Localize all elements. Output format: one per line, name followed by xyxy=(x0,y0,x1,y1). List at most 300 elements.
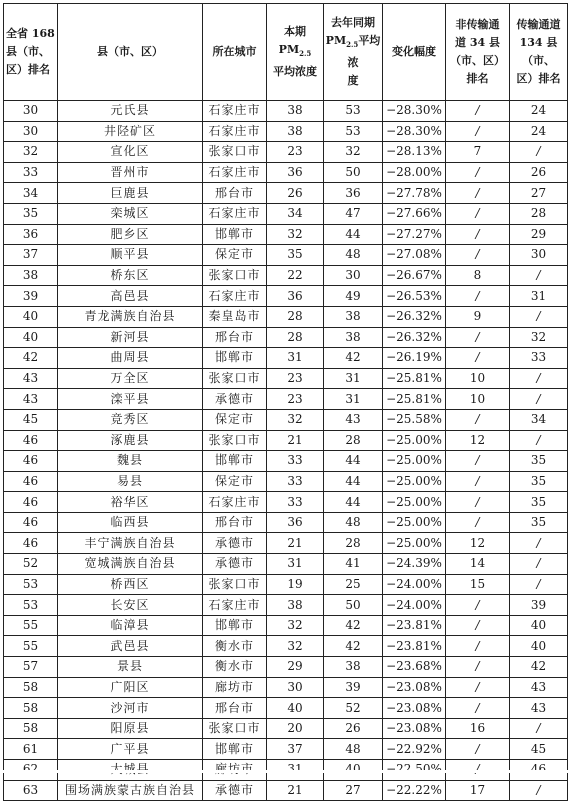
table-row xyxy=(4,368,568,389)
transmission-rank-cell: / xyxy=(510,533,568,554)
county-cell: 桥西区 xyxy=(58,574,203,595)
current-pm25-cell: 32 xyxy=(267,224,324,245)
city-cell: 承德市 xyxy=(203,533,267,554)
city-cell: 邯郸市 xyxy=(203,451,267,472)
current-pm25-cell: 38 xyxy=(267,595,324,616)
province-rank-cell: 32 xyxy=(4,142,58,163)
current-pm25-cell: 32 xyxy=(267,636,324,657)
change-cell: −23.08% xyxy=(383,698,446,719)
transmission-rank-cell: 35 xyxy=(510,471,568,492)
province-rank-cell: 40 xyxy=(4,327,58,348)
transmission-rank-cell: 24 xyxy=(510,121,568,142)
province-rank-cell: 58 xyxy=(4,718,58,739)
transmission-rank-cell: 43 xyxy=(510,677,568,698)
city-cell: 石家庄市 xyxy=(203,101,267,122)
ranking-table xyxy=(3,3,568,801)
province-rank-cell: 55 xyxy=(4,636,58,657)
table-row xyxy=(4,492,568,513)
current-pm25-cell: 38 xyxy=(267,101,324,122)
city-cell: 邢台市 xyxy=(203,327,267,348)
city-cell: 石家庄市 xyxy=(203,286,267,307)
non-transmission-rank-cell: / xyxy=(446,245,510,266)
city-cell: 衡水市 xyxy=(203,657,267,678)
change-cell: −23.08% xyxy=(383,677,446,698)
county-cell: 晋州市 xyxy=(58,162,203,183)
transmission-rank-cell: 30 xyxy=(510,245,568,266)
table-body xyxy=(4,101,568,801)
province-rank-cell: 33 xyxy=(4,162,58,183)
non-transmission-rank-cell: 10 xyxy=(446,389,510,410)
transmission-rank-cell: 42 xyxy=(510,657,568,678)
table-row xyxy=(4,265,568,286)
city-cell: 廊坊市 xyxy=(203,677,267,698)
province-rank-cell: 40 xyxy=(4,306,58,327)
non-transmission-rank-cell: 10 xyxy=(446,368,510,389)
non-transmission-rank-cell: / xyxy=(446,657,510,678)
current-pm25-cell: 30 xyxy=(267,677,324,698)
non-transmission-rank-cell: 8 xyxy=(446,265,510,286)
table-header xyxy=(4,4,568,101)
header-county: 县（市、区） xyxy=(58,4,203,101)
header-current-pm25: 本期 $PM_{2.5}$ 平均浓度 xyxy=(267,4,324,101)
county-cell: 临西县 xyxy=(58,512,203,533)
change-cell: −25.81% xyxy=(383,389,446,410)
last-year-pm25-cell: 47 xyxy=(324,203,383,224)
table-row xyxy=(4,718,568,739)
last-year-pm25-cell: 27 xyxy=(324,780,383,801)
change-cell: −23.81% xyxy=(383,615,446,636)
city-cell: 石家庄市 xyxy=(203,595,267,616)
current-pm25-cell: 36 xyxy=(267,512,324,533)
transmission-rank-cell: 45 xyxy=(510,739,568,760)
current-pm25-cell: 31 xyxy=(267,554,324,575)
county-cell: 广阳区 xyxy=(58,677,203,698)
city-cell: 邯郸市 xyxy=(203,224,267,245)
table-row xyxy=(4,615,568,636)
table-row xyxy=(4,636,568,657)
province-rank-cell: 38 xyxy=(4,265,58,286)
non-transmission-rank-cell: / xyxy=(446,286,510,307)
non-transmission-rank-cell: 17 xyxy=(446,780,510,801)
last-year-pm25-cell: 38 xyxy=(324,306,383,327)
change-cell: −23.68% xyxy=(383,657,446,678)
current-pm25-cell: 35 xyxy=(267,245,324,266)
non-transmission-rank-cell: / xyxy=(446,224,510,245)
current-pm25-cell: 32 xyxy=(267,615,324,636)
county-cell: 新河县 xyxy=(58,327,203,348)
non-transmission-rank-cell: / xyxy=(446,327,510,348)
transmission-rank-cell: 43 xyxy=(510,698,568,719)
current-pm25-cell: 36 xyxy=(267,162,324,183)
city-cell: 保定市 xyxy=(203,245,267,266)
current-pm25-cell: 32 xyxy=(267,409,324,430)
city-cell: 邯郸市 xyxy=(203,348,267,369)
change-cell: −25.00% xyxy=(383,430,446,451)
change-cell: −24.00% xyxy=(383,574,446,595)
table-row xyxy=(4,327,568,348)
county-cell: 宣化区 xyxy=(58,142,203,163)
city-cell: 张家口市 xyxy=(203,430,267,451)
non-transmission-rank-cell: / xyxy=(446,409,510,430)
table-row xyxy=(4,203,568,224)
last-year-pm25-cell: 44 xyxy=(324,492,383,513)
table-row xyxy=(4,677,568,698)
change-cell: −25.00% xyxy=(383,512,446,533)
city-cell: 承德市 xyxy=(203,389,267,410)
last-year-pm25-cell: 28 xyxy=(324,430,383,451)
province-rank-cell: 30 xyxy=(4,101,58,122)
current-pm25-cell: 19 xyxy=(267,574,324,595)
transmission-rank-cell: / xyxy=(510,554,568,575)
province-rank-cell: 46 xyxy=(4,512,58,533)
county-cell: 丰宁满族自治县 xyxy=(58,533,203,554)
change-cell: −25.00% xyxy=(383,533,446,554)
city-cell: 秦皇岛市 xyxy=(203,306,267,327)
city-cell: 张家口市 xyxy=(203,265,267,286)
city-cell: 张家口市 xyxy=(203,142,267,163)
current-pm25-cell: 28 xyxy=(267,306,324,327)
province-rank-cell: 43 xyxy=(4,389,58,410)
city-cell: 邯郸市 xyxy=(203,615,267,636)
current-pm25-cell: 29 xyxy=(267,657,324,678)
header-city: 所在城市 xyxy=(203,4,267,101)
table-row xyxy=(4,574,568,595)
table-row xyxy=(4,471,568,492)
table-row xyxy=(4,286,568,307)
county-cell: 易县 xyxy=(58,471,203,492)
change-cell: −23.81% xyxy=(383,636,446,657)
transmission-rank-cell: 28 xyxy=(510,203,568,224)
county-cell: 涿鹿县 xyxy=(58,430,203,451)
non-transmission-rank-cell: / xyxy=(446,595,510,616)
table-row xyxy=(4,162,568,183)
non-transmission-rank-cell: / xyxy=(446,698,510,719)
province-rank-cell: 45 xyxy=(4,409,58,430)
last-year-pm25-cell: 44 xyxy=(324,224,383,245)
transmission-rank-cell: 32 xyxy=(510,327,568,348)
last-year-pm25-cell: 52 xyxy=(324,698,383,719)
change-cell: −25.00% xyxy=(383,471,446,492)
transmission-rank-cell: 31 xyxy=(510,286,568,307)
table-row xyxy=(4,245,568,266)
last-year-pm25-cell: 48 xyxy=(324,739,383,760)
non-transmission-rank-cell: / xyxy=(446,492,510,513)
city-cell: 邯郸市 xyxy=(203,739,267,760)
table-row xyxy=(4,554,568,575)
city-cell: 衡水市 xyxy=(203,636,267,657)
table-row xyxy=(4,121,568,142)
change-cell: −25.00% xyxy=(383,451,446,472)
table-row xyxy=(4,348,568,369)
current-pm25-cell: 31 xyxy=(267,348,324,369)
transmission-rank-cell: 35 xyxy=(510,512,568,533)
last-year-pm25-cell: 41 xyxy=(324,554,383,575)
change-cell: −28.30% xyxy=(383,121,446,142)
last-year-pm25-cell: 42 xyxy=(324,348,383,369)
province-rank-cell: 39 xyxy=(4,286,58,307)
non-transmission-rank-cell: / xyxy=(446,162,510,183)
table-row xyxy=(4,142,568,163)
transmission-rank-cell: 35 xyxy=(510,451,568,472)
non-transmission-rank-cell: / xyxy=(446,636,510,657)
table-row xyxy=(4,595,568,616)
current-pm25-cell: 40 xyxy=(267,698,324,719)
province-rank-cell: 58 xyxy=(4,677,58,698)
county-cell: 高邑县 xyxy=(58,286,203,307)
change-cell: −27.78% xyxy=(383,183,446,204)
county-cell: 栾城区 xyxy=(58,203,203,224)
transmission-rank-cell: 35 xyxy=(510,492,568,513)
non-transmission-rank-cell: / xyxy=(446,203,510,224)
non-transmission-rank-cell: 12 xyxy=(446,533,510,554)
table-row xyxy=(4,657,568,678)
header-last-year-pm25: 去年同期 $PM_{2.5}$平均浓 度 xyxy=(324,4,383,101)
city-cell: 张家口市 xyxy=(203,574,267,595)
transmission-rank-cell: 29 xyxy=(510,224,568,245)
transmission-rank-cell: / xyxy=(510,142,568,163)
transmission-rank-cell: / xyxy=(510,574,568,595)
last-year-pm25-cell: 39 xyxy=(324,677,383,698)
current-pm25-cell: 33 xyxy=(267,492,324,513)
county-cell: 临漳县 xyxy=(58,615,203,636)
city-cell: 保定市 xyxy=(203,471,267,492)
change-cell: −25.58% xyxy=(383,409,446,430)
last-year-pm25-cell: 38 xyxy=(324,327,383,348)
province-rank-cell: 46 xyxy=(4,533,58,554)
non-transmission-rank-cell: 9 xyxy=(446,306,510,327)
province-rank-cell: 58 xyxy=(4,698,58,719)
county-cell: 沙河市 xyxy=(58,698,203,719)
transmission-rank-cell: / xyxy=(510,718,568,739)
county-cell: 青龙满族自治县 xyxy=(58,306,203,327)
province-rank-cell: 37 xyxy=(4,245,58,266)
current-pm25-cell: 34 xyxy=(267,203,324,224)
county-cell: 围场满族蒙古族自治县 xyxy=(58,780,203,801)
last-year-pm25-cell: 42 xyxy=(324,636,383,657)
current-pm25-cell: 22 xyxy=(267,265,324,286)
header-change: 变化幅度 xyxy=(383,4,446,101)
city-cell: 承德市 xyxy=(203,554,267,575)
province-rank-cell: 55 xyxy=(4,615,58,636)
change-cell: −26.19% xyxy=(383,348,446,369)
non-transmission-rank-cell: 12 xyxy=(446,430,510,451)
change-cell: −24.39% xyxy=(383,554,446,575)
county-cell: 竞秀区 xyxy=(58,409,203,430)
city-cell: 张家口市 xyxy=(203,368,267,389)
non-transmission-rank-cell: / xyxy=(446,348,510,369)
county-cell: 广平县 xyxy=(58,739,203,760)
province-rank-cell: 52 xyxy=(4,554,58,575)
last-year-pm25-cell: 48 xyxy=(324,245,383,266)
province-rank-cell: 53 xyxy=(4,574,58,595)
city-cell: 石家庄市 xyxy=(203,492,267,513)
city-cell: 石家庄市 xyxy=(203,203,267,224)
last-year-pm25-cell: 31 xyxy=(324,368,383,389)
header-non-transmission-rank: 非传输通 道 34 县 （市、区） 排名 xyxy=(446,4,510,101)
city-cell: 保定市 xyxy=(203,409,267,430)
transmission-rank-cell: 26 xyxy=(510,162,568,183)
non-transmission-rank-cell: / xyxy=(446,471,510,492)
county-cell: 景县 xyxy=(58,657,203,678)
county-cell: 元氏县 xyxy=(58,101,203,122)
current-pm25-cell: 38 xyxy=(267,121,324,142)
change-cell: −27.66% xyxy=(383,203,446,224)
header-transmission-rank: 传输通道 134 县（市、 区）排名 xyxy=(510,4,568,101)
transmission-rank-cell: 33 xyxy=(510,348,568,369)
city-cell: 邢台市 xyxy=(203,698,267,719)
table-row xyxy=(4,698,568,719)
change-cell: −24.00% xyxy=(383,595,446,616)
current-pm25-cell: 23 xyxy=(267,368,324,389)
last-year-pm25-cell: 38 xyxy=(324,657,383,678)
county-cell: 滦平县 xyxy=(58,389,203,410)
non-transmission-rank-cell: / xyxy=(446,183,510,204)
transmission-rank-cell: / xyxy=(510,265,568,286)
county-cell: 武邑县 xyxy=(58,636,203,657)
last-year-pm25-cell: 25 xyxy=(324,574,383,595)
table-row xyxy=(4,780,568,801)
transmission-rank-cell: / xyxy=(510,389,568,410)
current-pm25-cell: 26 xyxy=(267,183,324,204)
transmission-rank-cell: 27 xyxy=(510,183,568,204)
last-year-pm25-cell: 30 xyxy=(324,265,383,286)
transmission-rank-cell: / xyxy=(510,430,568,451)
non-transmission-rank-cell: / xyxy=(446,512,510,533)
province-rank-cell: 63 xyxy=(4,780,58,801)
last-year-pm25-cell: 42 xyxy=(324,615,383,636)
change-cell: −26.32% xyxy=(383,306,446,327)
city-cell: 石家庄市 xyxy=(203,121,267,142)
province-rank-cell: 61 xyxy=(4,739,58,760)
province-rank-cell: 42 xyxy=(4,348,58,369)
current-pm25-cell: 21 xyxy=(267,430,324,451)
province-rank-cell: 53 xyxy=(4,595,58,616)
transmission-rank-cell: / xyxy=(510,780,568,801)
table-row xyxy=(4,224,568,245)
transmission-rank-cell: 40 xyxy=(510,615,568,636)
last-year-pm25-cell: 36 xyxy=(324,183,383,204)
transmission-rank-cell: 34 xyxy=(510,409,568,430)
last-year-pm25-cell: 26 xyxy=(324,718,383,739)
province-rank-cell: 46 xyxy=(4,471,58,492)
county-cell: 巨鹿县 xyxy=(58,183,203,204)
county-cell: 桥东区 xyxy=(58,265,203,286)
last-year-pm25-cell: 43 xyxy=(324,409,383,430)
table-row xyxy=(4,389,568,410)
current-pm25-cell: 33 xyxy=(267,451,324,472)
non-transmission-rank-cell: 14 xyxy=(446,554,510,575)
current-pm25-cell: 21 xyxy=(267,780,324,801)
non-transmission-rank-cell: / xyxy=(446,677,510,698)
change-cell: −26.67% xyxy=(383,265,446,286)
table-row xyxy=(4,512,568,533)
last-year-pm25-cell: 44 xyxy=(324,471,383,492)
province-rank-cell: 46 xyxy=(4,430,58,451)
table-row xyxy=(4,101,568,122)
city-cell: 张家口市 xyxy=(203,718,267,739)
table-row xyxy=(4,430,568,451)
county-cell: 井陉矿区 xyxy=(58,121,203,142)
province-rank-cell: 46 xyxy=(4,451,58,472)
county-cell: 魏县 xyxy=(58,451,203,472)
province-rank-cell: 35 xyxy=(4,203,58,224)
last-year-pm25-cell: 44 xyxy=(324,451,383,472)
transmission-rank-cell: / xyxy=(510,368,568,389)
province-rank-cell: 43 xyxy=(4,368,58,389)
city-cell: 邢台市 xyxy=(203,183,267,204)
table-row xyxy=(4,183,568,204)
transmission-rank-cell: 39 xyxy=(510,595,568,616)
change-cell: −25.00% xyxy=(383,492,446,513)
non-transmission-rank-cell: / xyxy=(446,121,510,142)
change-cell: −27.27% xyxy=(383,224,446,245)
table-row xyxy=(4,409,568,430)
county-cell: 长安区 xyxy=(58,595,203,616)
non-transmission-rank-cell: / xyxy=(446,101,510,122)
change-cell: −28.30% xyxy=(383,101,446,122)
province-rank-cell: 57 xyxy=(4,657,58,678)
non-transmission-rank-cell: / xyxy=(446,615,510,636)
change-cell: −28.13% xyxy=(383,142,446,163)
table-row xyxy=(4,306,568,327)
county-cell: 顺平县 xyxy=(58,245,203,266)
last-year-pm25-cell: 50 xyxy=(324,595,383,616)
non-transmission-rank-cell: 16 xyxy=(446,718,510,739)
change-cell: −27.08% xyxy=(383,245,446,266)
current-pm25-cell: 33 xyxy=(267,471,324,492)
header-province-rank: 全省 168 县（市、 区）排名 xyxy=(4,4,58,101)
current-pm25-cell: 23 xyxy=(267,142,324,163)
last-year-pm25-cell: 49 xyxy=(324,286,383,307)
province-rank-cell: 30 xyxy=(4,121,58,142)
last-year-pm25-cell: 31 xyxy=(324,389,383,410)
city-cell: 承德市 xyxy=(203,780,267,801)
last-year-pm25-cell: 53 xyxy=(324,101,383,122)
table-row xyxy=(4,451,568,472)
non-transmission-rank-cell: 15 xyxy=(446,574,510,595)
non-transmission-rank-cell: 7 xyxy=(446,142,510,163)
non-transmission-rank-cell: / xyxy=(446,739,510,760)
table-row xyxy=(4,739,568,760)
city-cell: 邢台市 xyxy=(203,512,267,533)
county-cell: 肥乡区 xyxy=(58,224,203,245)
current-pm25-cell: 36 xyxy=(267,286,324,307)
county-cell: 宽城满族自治县 xyxy=(58,554,203,575)
last-year-pm25-cell: 32 xyxy=(324,142,383,163)
change-cell: −26.53% xyxy=(383,286,446,307)
transmission-rank-cell: / xyxy=(510,306,568,327)
non-transmission-rank-cell: / xyxy=(446,451,510,472)
county-cell: 阳原县 xyxy=(58,718,203,739)
county-cell: 曲周县 xyxy=(58,348,203,369)
province-rank-cell: 36 xyxy=(4,224,58,245)
county-cell: 万全区 xyxy=(58,368,203,389)
change-cell: −22.22% xyxy=(383,780,446,801)
change-cell: −25.81% xyxy=(383,368,446,389)
current-pm25-cell: 23 xyxy=(267,389,324,410)
city-cell: 石家庄市 xyxy=(203,162,267,183)
transmission-rank-cell: 40 xyxy=(510,636,568,657)
transmission-rank-cell: 24 xyxy=(510,101,568,122)
table-row xyxy=(4,533,568,554)
change-cell: −28.00% xyxy=(383,162,446,183)
current-pm25-cell: 28 xyxy=(267,327,324,348)
last-year-pm25-cell: 28 xyxy=(324,533,383,554)
current-pm25-cell: 37 xyxy=(267,739,324,760)
change-cell: −26.32% xyxy=(383,327,446,348)
last-year-pm25-cell: 53 xyxy=(324,121,383,142)
last-year-pm25-cell: 50 xyxy=(324,162,383,183)
